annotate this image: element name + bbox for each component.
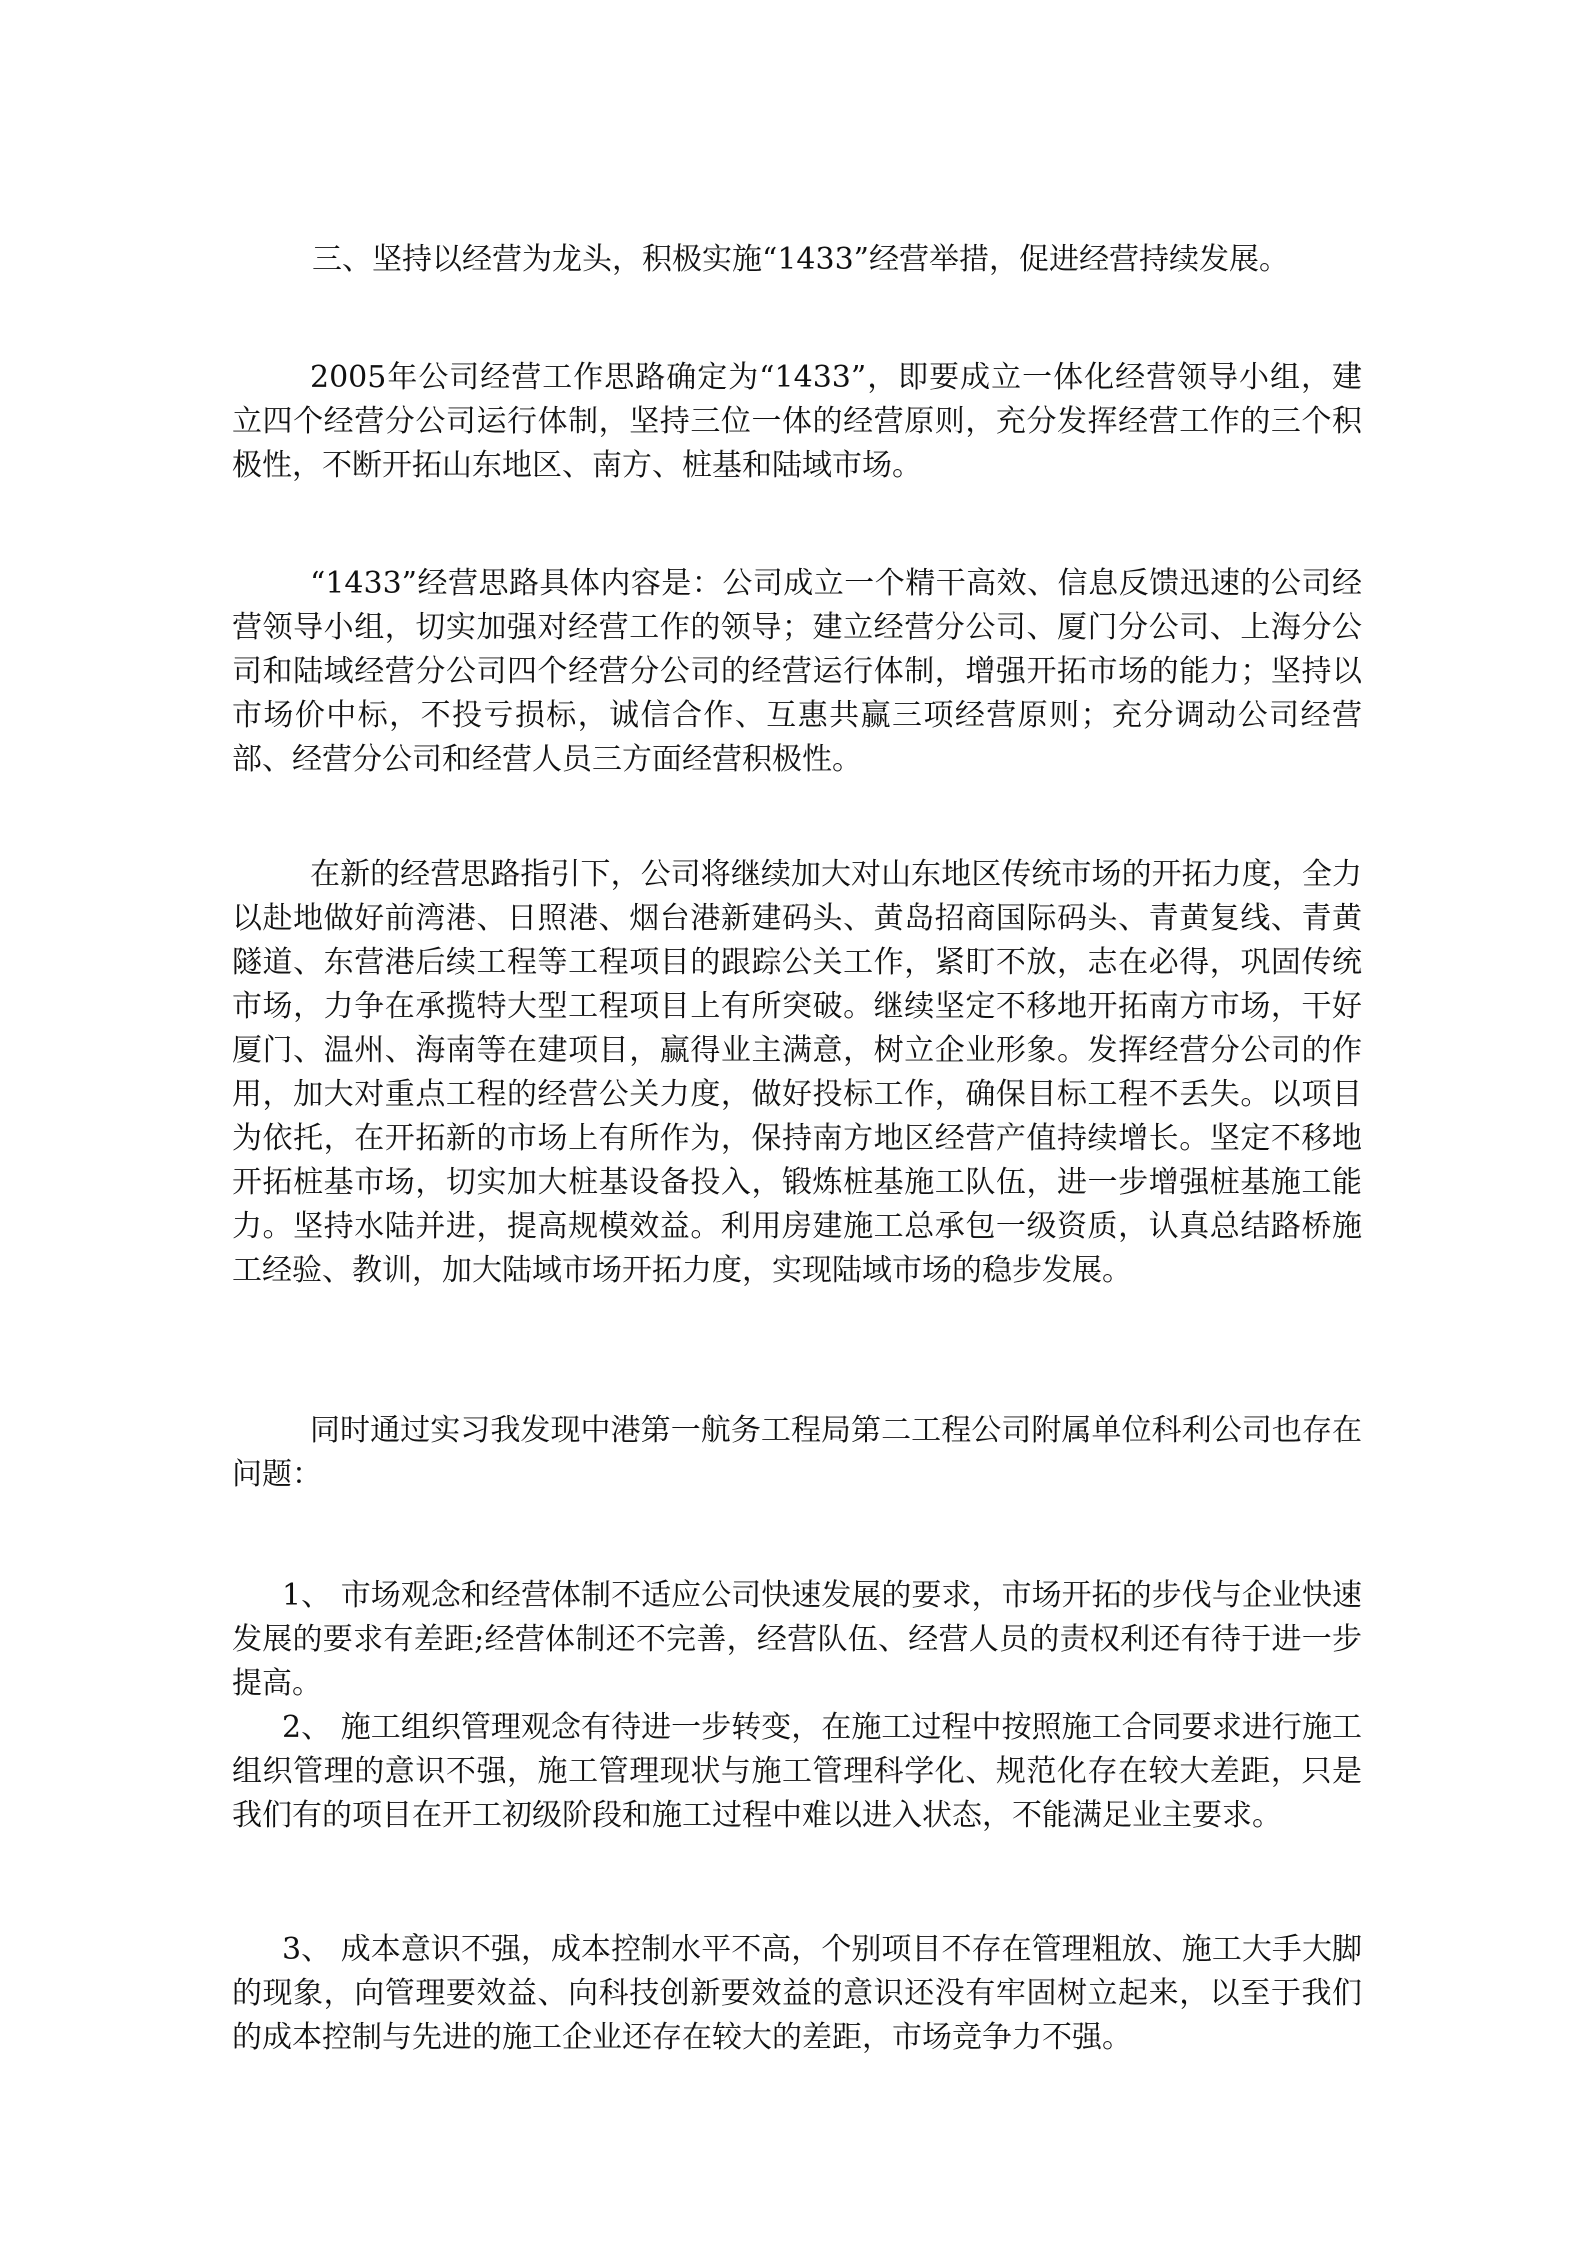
paragraph-market-plan: 在新的经营思路指引下，公司将继续加大对山东地区传统市场的开拓力度，全力以赴地做好前湾港、日照港、烟台港新建码头、黄岛招商国际码头、青黄复线、青黄隧道、东营港后续工程等工程项目的跟踪公关工作，紧盯不放，志在必得，巩固传统市场，力争在承揽特大型工程项目上有所突破。继续坚定不移地开拓南方市场，干好厦门、温州、海南等在建项目，赢得业主满意，树立企业形象。发挥经营分公司的作用，加大对重点工程的经营公关力度，做好投标工作，确保目标工程不丢失。以项目为依托，在开拓新的市场上有所作为，保持南方地区经营产值持续增长。坚定不移地开拓桩基市场，切实加大桩基设备投入，锻炼桩基施工队伍，进一步增强桩基施工能力。坚持水陆并进，提高规模效益。利用房建施工总承包一级资质，认真总结路桥施工经验、教训，加大陆域市场开拓力度，实现陆域市场的稳步发展。 (232, 857, 1362, 1288)
paragraph-strategy: 2005年公司经营工作思路确定为“1433”，即要成立一体化经营领导小组，建立四个经营分公司运行体制，坚持三位一体的经营原则，充分发挥经营工作的三个积极性，不断开拓山东地区、南方、桩基和陆域市场。 (232, 360, 1362, 483)
problem-item-3: 3、 成本意识不强，成本控制水平不高，个别项目不存在管理粗放、施工大手大脚的现象，向管理要效益、向科技创新要效益的意识还没有牢固树立起来，以至于我们的成本控制与先进的施工企业还存在较大的差距，市场竞争力不强。 (232, 1932, 1362, 2055)
paragraph-problems-intro: 同时通过实习我发现中港第一航务工程局第二工程公司附属单位科利公司也存在问题： (232, 1413, 1362, 1492)
paragraph-strategy-details: “1433”经营思路具体内容是：公司成立一个精干高效、信息反馈迅速的公司经营领导小组，切实加强对经营工作的领导；建立经营分公司、厦门分公司、上海分公司和陆域经营分公司四个经营分公司的经营运行体制，增强开拓市场的能力；坚持以市场价中标，不投亏损标，诚信合作、互惠共赢三项经营原则；充分调动公司经营部、经营分公司和经营人员三方面经营积极性。 (232, 566, 1362, 777)
problem-item-1: 1、 市场观念和经营体制不适应公司快速发展的要求，市场开拓的步伐与企业快速发展的要求有差距;经营体制还不完善，经营队伍、经营人员的责权利还有待于进一步提高。 (232, 1578, 1362, 1701)
problem-item-2: 2、 施工组织管理观念有待进一步转变，在施工过程中按照施工合同要求进行施工组织管理的意识不强，施工管理现状与施工管理科学化、规范化存在较大差距，只是我们有的项目在开工初级阶段和施工过程中难以进入状态，不能满足业主要求。 (232, 1710, 1362, 1833)
section-heading: 三、坚持以经营为龙头，积极实施“1433”经营举措，促进经营持续发展。 (312, 242, 1290, 277)
